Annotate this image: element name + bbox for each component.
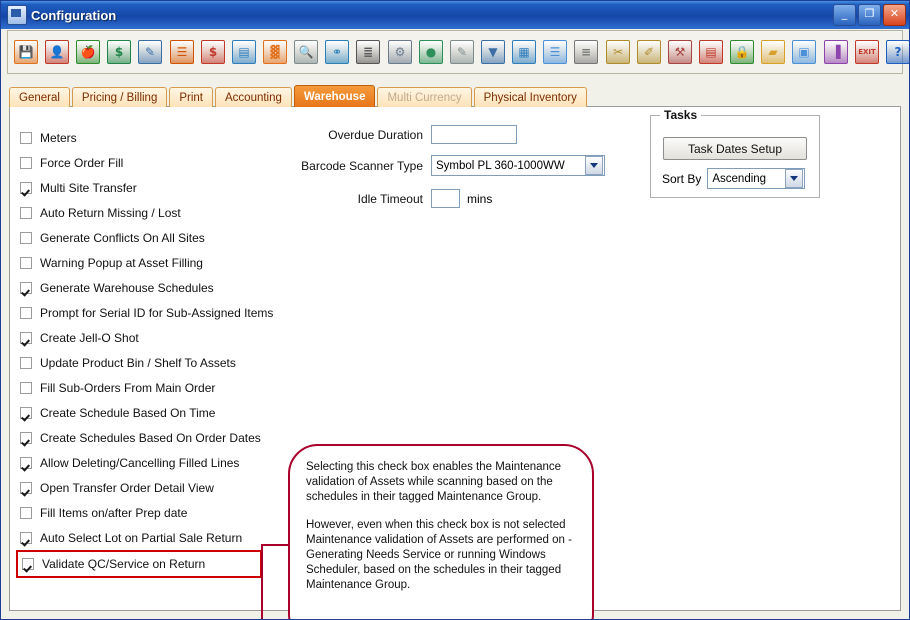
clipboard-icon-glyph: ▤ [699,40,723,64]
save-icon-glyph: 💾 [14,40,38,64]
grid-icon-glyph: ▓ [263,40,287,64]
checkbox-label: Generate Warehouse Schedules [40,280,214,295]
money-icon[interactable] [104,37,134,67]
sort-by-select[interactable] [707,168,805,189]
overdue-duration-row [310,125,517,144]
palette-icon[interactable] [416,37,446,67]
checkbox-validate-qc-service-on-return[interactable] [22,558,34,570]
customer-icon-glyph: 👤 [45,40,69,64]
settings-gear-icon-glyph: ⚙ [388,40,412,64]
report-icon[interactable] [353,37,383,67]
idle-timeout-input[interactable] [431,189,460,208]
checkbox-meters[interactable] [20,132,32,144]
checkbox-label: Allow Deleting/Cancelling Filled Lines [40,455,240,470]
checkbox-label: Generate Conflicts On All Sites [40,230,205,245]
palette-icon-glyph: ● [419,40,443,64]
edit-note-icon[interactable] [135,37,165,67]
broom-icon[interactable] [603,37,633,67]
calendar-icon[interactable] [509,37,539,67]
checkbox-auto-select-lot-on-partial-sale-return[interactable] [20,532,32,544]
tab-general[interactable]: General [9,87,70,107]
checkbox-label: Fill Sub-Orders From Main Order [40,380,216,395]
checkbox-label: Validate QC/Service on Return [42,557,206,571]
tools-icon-glyph: ⚒ [668,40,692,64]
checkbox-label: Create Schedule Based On Time [40,405,216,420]
checkbox-label: Auto Select Lot on Partial Sale Return [40,530,243,545]
close-button[interactable]: ✕ [883,4,906,26]
checkbox-row[interactable] [20,450,310,475]
warehouse-settings-panel [9,106,901,611]
sort-by-label: Sort By [662,171,702,186]
checkbox-prompt-for-serial-id-for-sub-assigned-items[interactable] [20,307,32,319]
tab-multi-currency: Multi Currency [377,87,471,107]
search-doc-icon[interactable] [291,37,321,67]
overdue-duration-input[interactable] [431,125,517,144]
checkbox-multi-site-transfer[interactable] [20,182,32,194]
customer-icon[interactable] [42,37,72,67]
settings-gear-icon[interactable] [385,37,415,67]
barcode-scanner-type-select[interactable] [431,155,605,176]
order-icon-glyph: ☰ [170,40,194,64]
calendar-icon-glyph: ▦ [512,40,536,64]
checkbox-row[interactable] [20,425,310,450]
attach-icon-glyph: ✎ [450,40,474,64]
checkbox-row[interactable] [20,350,310,375]
package-icon[interactable] [229,37,259,67]
grid-icon[interactable] [260,37,290,67]
checkbox-row[interactable] [20,275,310,300]
tab-pricing-billing[interactable]: Pricing / Billing [72,87,167,107]
tasks-group [650,108,820,198]
idle-timeout-row [310,189,492,208]
barcode-scanner-type-row [287,155,605,176]
exit-icon[interactable] [852,37,882,67]
checkbox-label: Open Transfer Order Detail View [40,480,214,495]
checkbox-row[interactable] [20,175,310,200]
checkbox-auto-return-missing-lost[interactable] [20,207,32,219]
tab-warehouse[interactable]: Warehouse [294,85,376,107]
report-icon-glyph: ≣ [356,40,380,64]
package-icon-glyph: ▤ [232,40,256,64]
sort-by-value: Ascending [712,172,767,185]
checkbox-row[interactable] [20,500,310,525]
checkbox-create-jell-o-shot[interactable] [20,332,32,344]
checkbox-row[interactable] [20,250,310,275]
window-config-icon [7,5,27,25]
inventory-icon-glyph: 🍎 [76,40,100,64]
checkbox-label: Prompt for Serial ID for Sub-Assigned Items [40,305,274,320]
help-icon-glyph: ? [886,40,910,64]
callout-paragraph-2: However, even when this check box is not selected Maintenance validation of Assets are performed on - Generating Needs Service or running Windows Scheduler, based on the schedules in their tagged Maintenance Group. [306,519,572,591]
lock-icon-glyph: 🔒 [730,40,754,64]
checkbox-row[interactable] [20,475,310,500]
checkbox-force-order-fill[interactable] [20,157,32,169]
checkbox-update-product-bin-shelf-to-assets[interactable] [20,357,32,369]
maximize-button[interactable]: ❐ [858,4,881,26]
checkbox-open-transfer-order-detail-view[interactable] [20,482,32,494]
link-icon-glyph: ⚭ [325,40,349,64]
text-doc-icon[interactable] [571,37,601,67]
save-icon[interactable] [11,37,41,67]
broom-icon-glyph: ✂ [606,40,630,64]
overdue-duration-label: Overdue Duration [328,127,423,142]
checkbox-label: Force Order Fill [40,155,124,170]
chevron-down-icon[interactable] [785,169,803,188]
barcode-icon-glyph: ▐ [824,40,848,64]
checkbox-label: Create Schedules Based On Order Dates [40,430,261,445]
text-doc-icon-glyph: ≡ [574,40,598,64]
clipboard-icon[interactable] [696,37,726,67]
dropdown-tool-icon[interactable] [478,37,508,67]
title-bar [1,1,909,29]
money-icon-glyph: $ [107,40,131,64]
task-dates-setup-button[interactable]: Task Dates Setup [663,137,807,160]
checkbox-row[interactable] [16,550,262,578]
window-controls [833,4,906,26]
barcode-scanner-type-value: Symbol PL 360-1000WW [436,159,565,172]
minimize-button[interactable]: _ [833,4,856,26]
folder-icon[interactable] [758,37,788,67]
checkbox-allow-deleting-cancelling-filled-lines[interactable] [20,457,32,469]
checkbox-fill-sub-orders-from-main-order[interactable] [20,382,32,394]
checkbox-row[interactable] [20,325,310,350]
checkbox-row[interactable] [20,375,310,400]
help-callout [288,444,594,620]
checkbox-label: Auto Return Missing / Lost [40,205,181,220]
edit-note-icon-glyph: ✎ [138,40,162,64]
search-doc-icon-glyph: 🔍 [294,40,318,64]
exit-icon-glyph: EXIT [855,40,879,64]
brush-icon-glyph: ✐ [637,40,661,64]
tools-icon[interactable] [665,37,695,67]
checkbox-row[interactable] [20,225,310,250]
checkbox-row[interactable] [20,400,310,425]
checkbox-create-schedule-based-on-time[interactable] [20,407,32,419]
checkbox-label: Warning Popup at Asset Filling [40,255,203,270]
checkbox-warning-popup-at-asset-filling[interactable] [20,257,32,269]
checkbox-label: Multi Site Transfer [40,180,137,195]
billing-icon-glyph: $ [201,40,225,64]
export-icon[interactable] [789,37,819,67]
checkbox-generate-warehouse-schedules[interactable] [20,282,32,294]
tab-physical-inventory[interactable]: Physical Inventory [474,87,587,107]
checkbox-row[interactable] [20,150,310,175]
chevron-down-icon[interactable] [585,156,603,175]
brush-icon[interactable] [634,37,664,67]
checkbox-fill-items-on-after-prep-date[interactable] [20,507,32,519]
window-title: Configuration [31,7,117,23]
document-icon-glyph: ☰ [543,40,567,64]
folder-icon-glyph: ▰ [761,40,785,64]
tasks-group-legend: Tasks [660,108,701,122]
attach-icon[interactable] [447,37,477,67]
help-icon[interactable] [883,37,910,67]
checkbox-label: Create Jell-O Shot [40,330,139,345]
sort-by-row [662,168,805,189]
export-icon-glyph: ▣ [792,40,816,64]
checkbox-row[interactable] [20,300,310,325]
link-icon[interactable] [322,37,352,67]
tab-strip [9,85,901,107]
checkbox-generate-conflicts-on-all-sites[interactable] [20,232,32,244]
warehouse-option-list [20,125,310,578]
order-icon[interactable] [167,37,197,67]
checkbox-create-schedules-based-on-order-dates[interactable] [20,432,32,444]
inventory-icon[interactable] [73,37,103,67]
checkbox-label: Update Product Bin / Shelf To Assets [40,355,236,370]
barcode-scanner-type-label: Barcode Scanner Type [301,158,423,173]
tab-print[interactable]: Print [169,87,213,107]
billing-icon[interactable] [198,37,228,67]
barcode-icon[interactable] [821,37,851,67]
idle-timeout-unit: mins [467,191,493,206]
dropdown-tool-icon-glyph: ▼ [481,40,505,64]
checkbox-row[interactable] [20,125,310,150]
callout-paragraph-1: Selecting this check box enables the Maintenance validation of Assets while scanning based on the schedules in their tagged Maintenance Group. [306,461,562,503]
document-icon[interactable] [540,37,570,67]
checkbox-label: Meters [40,130,77,145]
toolbar [7,30,903,74]
checkbox-row[interactable] [20,200,310,225]
lock-icon[interactable] [727,37,757,67]
tab-accounting[interactable]: Accounting [215,87,292,107]
idle-timeout-label: Idle Timeout [357,191,423,206]
checkbox-label: Fill Items on/after Prep date [40,505,188,520]
